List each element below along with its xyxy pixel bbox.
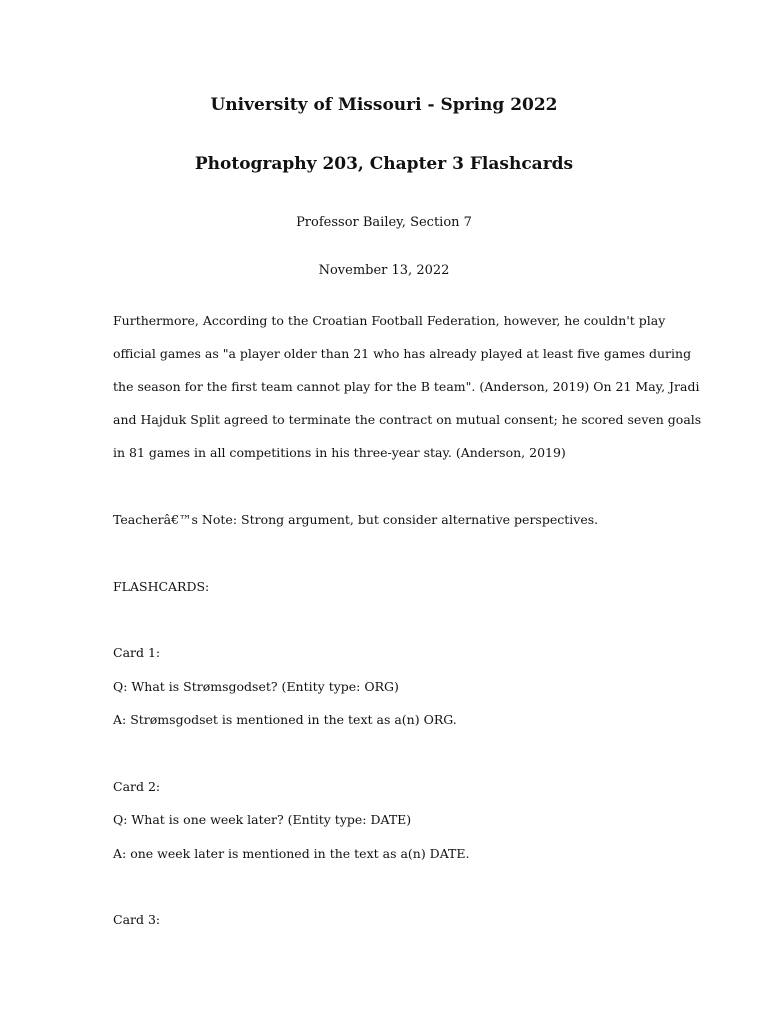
paragraph-line: in 81 games in all competitions in his three-year stay. (Anderson, 2019)	[113, 445, 566, 460]
course-title: Photography 203, Chapter 3 Flashcards	[194, 154, 574, 174]
teacher-note: Teacherâ€™s Note: Strong argument, but consider alternative perspectives.	[113, 512, 599, 527]
card-title: Card 3:	[113, 912, 161, 927]
paragraph-line: and Hajduk Split agreed to terminate the contract on mutual consent; he scored seven goals	[113, 412, 702, 427]
university-heading: University of Missouri - Spring 2022	[210, 95, 558, 115]
card-question: Q: What is Strømsgodset? (Entity type: ORG)	[113, 679, 399, 694]
card-title: Card 1:	[113, 645, 161, 660]
card-answer: A: one week later is mentioned in the text as a(n) DATE.	[113, 846, 470, 861]
date-line: November 13, 2022	[318, 263, 450, 278]
flashcards-heading: FLASHCARDS:	[113, 579, 210, 594]
card-title: Card 2:	[113, 779, 161, 794]
card-question: Q: What is one week later? (Entity type: DATE)	[113, 812, 412, 827]
professor-line: Professor Bailey, Section 7	[296, 215, 472, 230]
paragraph-line: Furthermore, According to the Croatian Football Federation, however, he couldn't play	[113, 313, 666, 328]
paragraph-line: the season for the first team cannot play for the B team". (Anderson, 2019) On 21 May, Jradi	[113, 379, 700, 394]
card-answer: A: Strømsgodset is mentioned in the text as a(n) ORG.	[113, 712, 457, 727]
paragraph-line: official games as "a player older than 21 who has already played at least five games during	[113, 346, 692, 361]
